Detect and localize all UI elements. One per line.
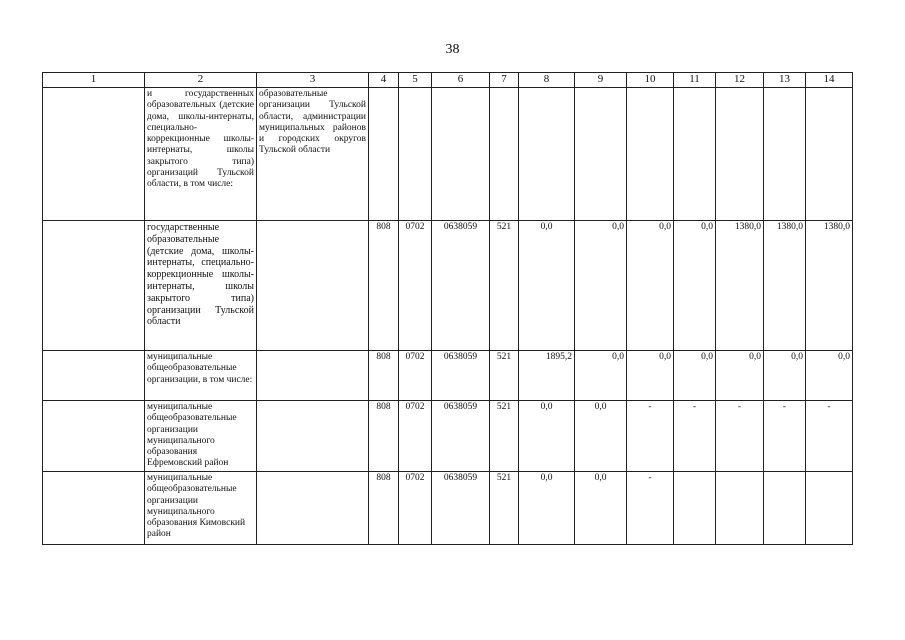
cell-col6: 0638059 xyxy=(432,401,490,472)
cell-col7: 521 xyxy=(490,472,519,545)
header-cell: 2 xyxy=(145,73,257,88)
cell-col6: 0638059 xyxy=(432,221,490,351)
header-cell: 4 xyxy=(369,73,399,88)
cell-col6 xyxy=(432,88,490,221)
cell-col4: 808 xyxy=(369,472,399,545)
cell-col9: 0,0 xyxy=(575,401,627,472)
cell-col14: - xyxy=(806,401,853,472)
cell-col7: 521 xyxy=(490,351,519,401)
cell-col10 xyxy=(627,88,674,221)
page-number: 38 xyxy=(445,42,460,57)
header-cell: 5 xyxy=(399,73,432,88)
table-row xyxy=(43,351,853,401)
header-cell: 6 xyxy=(432,73,490,88)
cell-col14: 0,0 xyxy=(806,351,853,401)
header-row xyxy=(43,73,853,88)
cell-col14 xyxy=(806,88,853,221)
cell-col10: - xyxy=(627,472,674,545)
header-cell: 1 xyxy=(43,73,145,88)
header-cell: 3 xyxy=(257,73,369,88)
header-cell: 10 xyxy=(627,73,674,88)
cell-col4: 808 xyxy=(369,401,399,472)
cell-col1 xyxy=(43,351,145,401)
cell-col9: 0,0 xyxy=(575,472,627,545)
cell-col8: 0,0 xyxy=(519,221,575,351)
cell-description: муниципальные общеобразовательные организации, в том числе: xyxy=(145,351,257,401)
cell-description: муниципальные общеобразовательные организации муниципального образования Ефремовский район xyxy=(145,401,257,472)
cell-col14 xyxy=(806,472,853,545)
cell-col5: 0702 xyxy=(399,351,432,401)
cell-col11: - xyxy=(674,401,716,472)
cell-col12 xyxy=(716,88,764,221)
cell-description: государственные образовательные (детские дома, школы-интернаты, специально-коррекционные школы-интернаты, школы закрытого типа) организации Тульской области xyxy=(145,221,257,351)
header-cell: 7 xyxy=(490,73,519,88)
cell-col1 xyxy=(43,88,145,221)
cell-executor: образовательные организации Тульской области, администрации муниципальных районов и городских округов Тульской области xyxy=(257,88,369,221)
cell-col11: 0,0 xyxy=(674,351,716,401)
cell-col1 xyxy=(43,401,145,472)
cell-col10: 0,0 xyxy=(627,221,674,351)
cell-col1 xyxy=(43,221,145,351)
header-cell: 9 xyxy=(575,73,627,88)
cell-col5: 0702 xyxy=(399,221,432,351)
cell-col11: 0,0 xyxy=(674,221,716,351)
cell-col9: 0,0 xyxy=(575,351,627,401)
cell-col12: - xyxy=(716,401,764,472)
cell-col5: 0702 xyxy=(399,401,432,472)
cell-col7: 521 xyxy=(490,401,519,472)
cell-col4: 808 xyxy=(369,221,399,351)
cell-col13: 1380,0 xyxy=(764,221,806,351)
header-cell: 12 xyxy=(716,73,764,88)
cell-executor xyxy=(257,472,369,545)
cell-col14: 1380,0 xyxy=(806,221,853,351)
cell-col11 xyxy=(674,472,716,545)
cell-col9 xyxy=(575,88,627,221)
cell-col11 xyxy=(674,88,716,221)
cell-col1 xyxy=(43,472,145,545)
cell-col6: 0638059 xyxy=(432,351,490,401)
cell-description: муниципальные общеобразовательные организации муниципального образования Кимовский район xyxy=(145,472,257,545)
header-cell: 13 xyxy=(764,73,806,88)
cell-col13 xyxy=(764,472,806,545)
cell-col4: 808 xyxy=(369,351,399,401)
cell-col8: 0,0 xyxy=(519,401,575,472)
cell-col8 xyxy=(519,88,575,221)
cell-col9: 0,0 xyxy=(575,221,627,351)
cell-col5: 0702 xyxy=(399,472,432,545)
cell-executor xyxy=(257,401,369,472)
budget-table xyxy=(42,72,853,545)
table-row xyxy=(43,401,853,472)
cell-col13: - xyxy=(764,401,806,472)
cell-col7: 521 xyxy=(490,221,519,351)
cell-col6: 0638059 xyxy=(432,472,490,545)
header-cell: 8 xyxy=(519,73,575,88)
header-cell: 11 xyxy=(674,73,716,88)
cell-col13 xyxy=(764,88,806,221)
cell-col8: 0,0 xyxy=(519,472,575,545)
cell-col12: 0,0 xyxy=(716,351,764,401)
cell-col12: 1380,0 xyxy=(716,221,764,351)
cell-executor xyxy=(257,351,369,401)
cell-col12 xyxy=(716,472,764,545)
cell-col13: 0,0 xyxy=(764,351,806,401)
table-row xyxy=(43,472,853,545)
cell-executor xyxy=(257,221,369,351)
cell-col8: 1895,2 xyxy=(519,351,575,401)
table-row xyxy=(43,88,853,221)
cell-col5 xyxy=(399,88,432,221)
cell-col10: - xyxy=(627,401,674,472)
cell-col4 xyxy=(369,88,399,221)
table-row xyxy=(43,221,853,351)
cell-description: и государственных образовательных (детские дома, школы-интернаты, специально-коррекционные школы-интернаты, школы закрытого типа) организаций Тульской области, в том числе: xyxy=(145,88,257,221)
cell-col7 xyxy=(490,88,519,221)
header-cell: 14 xyxy=(806,73,853,88)
cell-col10: 0,0 xyxy=(627,351,674,401)
